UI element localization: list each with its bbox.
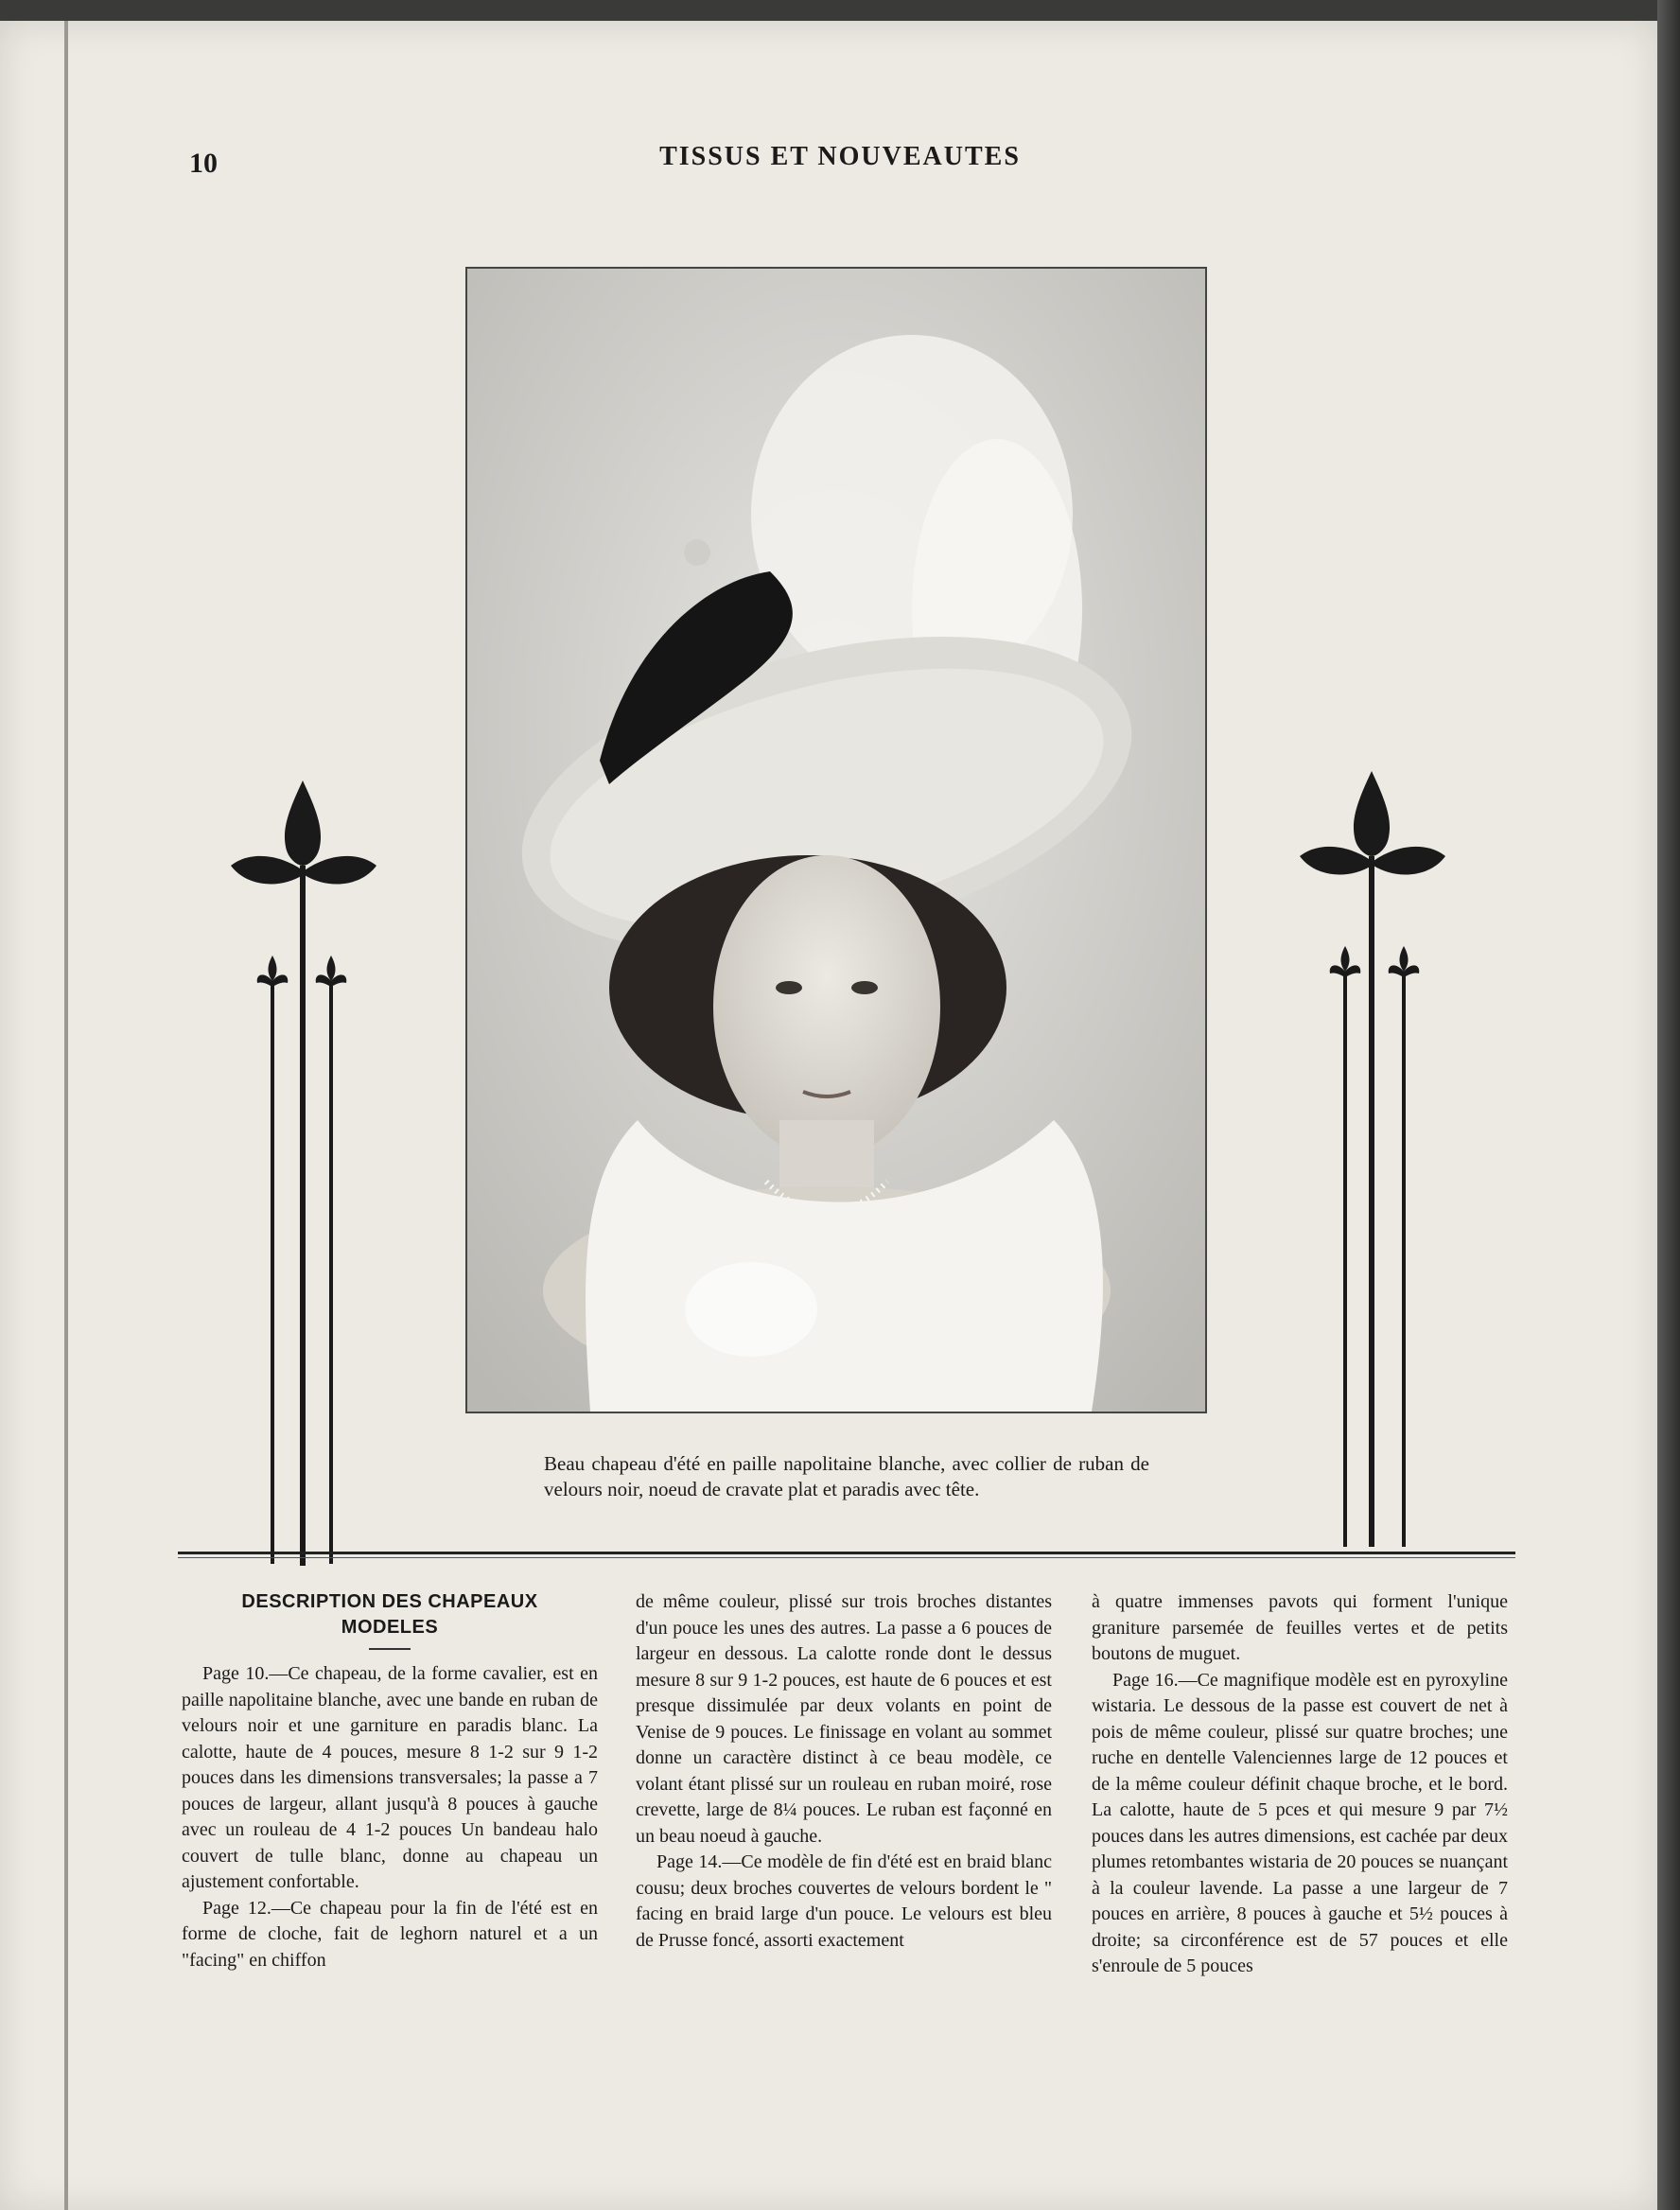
page-number: 10 — [189, 148, 218, 179]
fleur-de-lis-icon — [1389, 946, 1420, 1547]
title-rule — [369, 1648, 411, 1650]
left-fleur-ornament — [223, 771, 384, 1566]
section-divider — [178, 1552, 1515, 1554]
spade-leaf-icon — [1354, 771, 1390, 856]
right-fleur-ornament — [1292, 762, 1453, 1556]
paragraph: Page 10.—Ce chapeau, de la forme cavalier, est en paille napolitaine blanche, avec une bande en ruban de velours noir et une garniture en paradis blanc. La calotte, haute de 4 pouces, mesure 8 1-2 sur 9 1-2 pouces dans les dimensions transversales; la passe a 7 pouces de largeur, allant jusqu'à 8 pouces à gauche avec un rouleau de 4 1-2 pouces Un bandeau halo couvert de tulle blanc, donne au chapeau un ajustement confortable. — [182, 1663, 598, 1892]
paragraph: à quatre immenses pavots qui forment l'unique graniture parsemée de feuilles vertes et de petits boutons de muguet. — [1092, 1591, 1508, 1664]
article-column-2 — [636, 1589, 1052, 1954]
portrait-photo — [465, 267, 1207, 1413]
paragraph: de même couleur, plissé sur trois broches distantes d'un pouce les unes des autres. La passe a 6 pouces de largeur en dessous. La calotte ronde dont le dessus mesure 8 sur 9 1-2 pouces, est haute de 6 pouces et est presque dissimulée par deux volants en point de Venise de 9 pouces. Le finissage en volant au sommet donne un caractère distinct à ce beau modèle, ce volant étant plissé sur un rouleau en ruban moiré, rose crevette, large de 8¼ pouces. Le ruban est façonné en un beau noeud à gauche. — [636, 1591, 1052, 1847]
paragraph: Page 16.—Ce magnifique modèle est en pyroxyline wistaria. Le dessous de la passe est couvert de net à pois de même couleur, plissé sur quatre broches; une ruche en dentelle Valenciennes large de 12 pouces et de la même couleur définit chaque broche, et le bord. La calotte, haute de 5 pces et qui mesure 9 par 7½ pouces dans les autres dimensions, est cachée par deux plumes retombantes wistaria de 20 pouces se nuançant à la couleur lavende. La passe a une largeur de 7 pouces en arrière, 8 pouces à gauche et 5½ pouces à droite; sa circonférence est de 57 pouces et elle s'enroule de 5 pouces — [1092, 1669, 1508, 1976]
fleur-de-lis-icon — [1330, 946, 1361, 1547]
running-title: TISSUS ET NOUVEAUTES — [659, 142, 1021, 171]
photo-caption: Beau chapeau d'été en paille napolitaine blanche, avec collier de ruban de velours noir, noeud de cravate plat et paradis avec tête. — [544, 1452, 1149, 1500]
paragraph: Page 14.—Ce modèle de fin d'été est en braid blanc cousu; deux broches couvertes de velours bordent le " facing en braid large d'un pouce. Le velours est bleu de Prusse foncé, assorti exactement — [636, 1851, 1052, 1951]
spade-leaf-icon — [285, 781, 321, 866]
article-column-3 — [1092, 1589, 1508, 1980]
section-divider-thin — [178, 1557, 1515, 1558]
paragraph: Page 12.—Ce chapeau pour la fin de l'été est en forme de cloche, fait de leghorn naturel et a un "facing" en chiffon — [182, 1897, 598, 1971]
binding-gutter — [64, 21, 68, 2210]
fleur-de-lis-icon — [257, 956, 289, 1564]
portrait-image — [467, 269, 1205, 1412]
scan-edge — [1657, 0, 1680, 2210]
fleur-de-lis-icon — [316, 956, 347, 1564]
article-title: DESCRIPTION DES CHAPEAUX MODELES — [241, 1591, 538, 1638]
article-column-1 — [182, 1589, 598, 1973]
